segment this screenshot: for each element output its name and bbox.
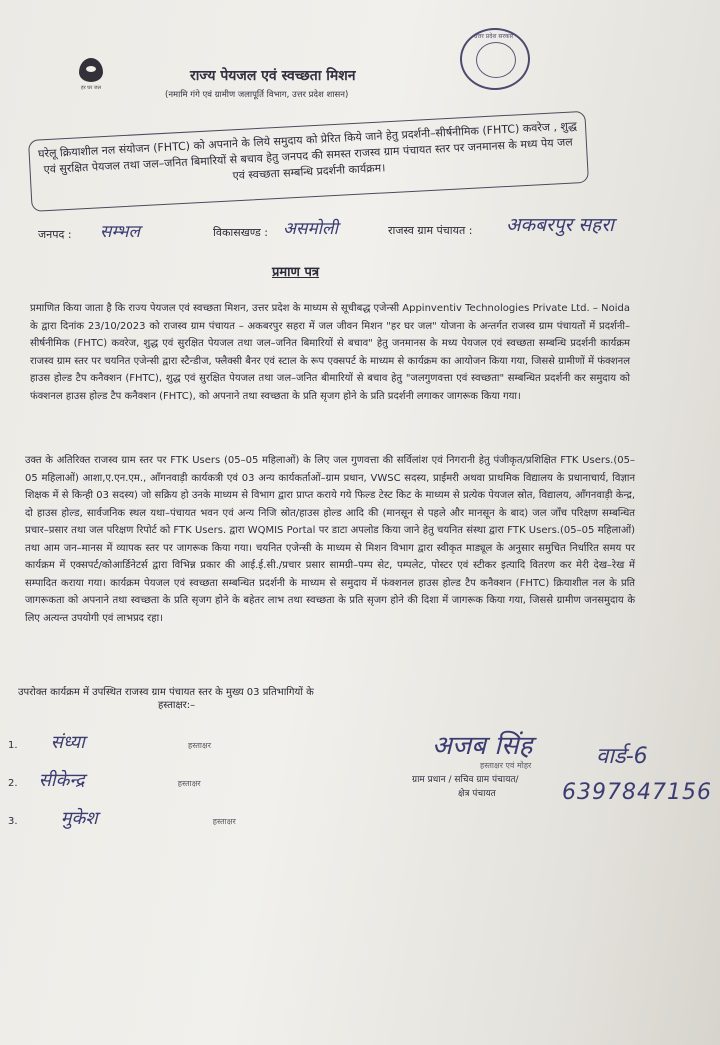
participant-stamp: हस्ताक्षर (177, 779, 201, 788)
participants-intro (18, 686, 398, 712)
org-subtitle: (नमामि गंगे एवं ग्रामीण जलापूर्ति विभाग, उत्तर प्रदेश शासन) (165, 90, 349, 100)
participant-row (8, 806, 236, 830)
certificate-paragraph-2: उक्त के अतिरिक्त राजस्व ग्राम स्तर पर FTK Users (05–05 महिलाओं) के लिए जल गुणवत्ता की सर्विलांश एवं निगरानी हेतु पंजीकृत/प्रशिक्षित FTK Users.(05–05 महिलाओं) आशा,ए.एन.एम., आँगनवाड़ी कार्यकत्री एवं 03 अन्य कार्यकर्ताओं–ग्राम प्रधान, VWSC सदस्य, प्राईमरी अथवा प्राथमिक विद्यालय के प्रधानाचार्य, विज्ञान शिक्षक में से किन्ही 03 सदस्य) जो सक्रिय हो उनके माध्यम से विभाग द्वारा प्राप्त कराये गये फिल्ड टेस्ट किट के माध्यम से प्रत्येक पेयजल स्रोत, विद्यालय, आँगनवाड़ी केन्द्र, दो हाउस होल्ड, सार्वजनिक स्थल यथा–पंचायत भवन एवं अन्य निजि स्रोत/हाउस होल्ड आदि की (मानसून से पहले और मानसून के बाद) जल जाँच परिक्षण सम्बन्धित प्रचार–प्रसार तथा जल परिक्षण रिपोर्ट को FTK Users. द्वारा WQMIS Portal पर डाटा अपलोड किया जाने हेतु चयनित संस्था द्वारा FTK Users.(05–05 महिलाओं) तथा आम जन–मानस में व्यापक स्तर पर जागरूक किया गया। चयनित एजेन्सी के माध्यम से मिशन विभाग द्वारा स्वीकृत माड्यूल के अनुसार समुचित निर्धारित समय पर कार्यक्रम में एक्सपर्ट/कोआर्डिनेटर्स द्वारा विभिन्न प्रकार की आई.ई.सी./प्रचार प्रसार सामग्री–पम्प सेट, पम्पलेट, पोस्टर एवं स्टीकर इत्यादि वितरण कर मेरी देख–रेख में सम्पादित कराया गया। कार्यक्रम पेयजल एवं स्वच्छता सम्बन्धित प्रदर्शनी के माध्यम से समुदाय में फंक्शनल हाउस होल्ड टैप कनैक्शन (FHTC) क्रियाशील नल के प्रति जागरूकता को अपनाने तथा स्वच्छता के प्रति सृजग होने के बहेतर लाभ तथा स्वच्छता के प्रति सृजग होने की दिशा में जागरूक किया गया, जिससे ग्रामीण जनसमुदाय के लिए अत्यन्त उपयोगी एवं लाभप्रद रहा। (25, 455, 635, 624)
participant-row (8, 730, 211, 754)
signatory-ward: वार्ड-6 (596, 744, 648, 769)
participant-signature: संध्या (50, 732, 85, 753)
participant-number: 3. (8, 816, 18, 827)
signatory-stamp-label: हस्ताक्षर एवं मोहर (480, 761, 532, 770)
participant-signature: मुकेश (60, 808, 98, 829)
panchayat-label: राजस्व ग्राम पंचायत : (388, 224, 473, 237)
signatory-role-line1: ग्राम प्रधान / सचिव ग्राम पंचायत/ (412, 775, 519, 785)
org-title: राज्य पेयजल एवं स्वच्छता मिशन (190, 68, 356, 84)
har-ghar-jal-logo (70, 58, 112, 91)
signatory-phone: 6397847156 (562, 780, 712, 805)
district-value: सम्भल (100, 222, 141, 242)
participant-stamp: हस्ताक्षर (187, 741, 211, 750)
district-label: जनपद : (38, 228, 72, 241)
signatory-signature: अजब सिंह (432, 731, 533, 761)
participant-signature: सीकेन्द्र (38, 770, 85, 791)
participant-number: 1. (8, 740, 18, 751)
block-label: विकासखण्ड : (213, 226, 269, 239)
logo-caption: हर घर जल (81, 85, 101, 91)
certificate-paragraph-1: प्रमाणित किया जाता है कि राज्य पेयजल एवं स्वच्छता मिशन, उत्तर प्रदेश के माध्यम से सूचीबद्ध एजेन्सी Appinventiv Technologies Private Ltd. – Noida के द्वारा दिनांक 23/10/2023 को राजस्व ग्राम पंचायत – अकबरपुर सहरा में जल जीवन मिशन "हर घर जल" योजना के अन्तर्गत राजस्व ग्राम पंचायतों में प्रदर्शनी–सीर्षनीमिक (FHTC) कवरेज, शुद्ध एवं सुरक्षित पेयजल तथा जल–जनित बिमारियों से बचाव" हेतु जनमानस के मध्य पेयजल एवं स्वच्छता सम्बन्धि प्रदर्शनी कार्यक्रम राजस्व ग्राम स्तर पर चयनित एजेन्सी द्वारा स्टैन्डीज, फ्लैक्सी बैनर एवं स्टाल के रूप एक्सपर्ट के माध्यम से कार्यक्रम का आयोजन किया गया, जिससे ग्रामीणों में फंक्शनल हाउस होल्ड टैप कनैक्शन (FHTC), शुद्ध एवं सुरक्षित पेयजल तथा जल–जनित बीमारियों से बचाव हेतु "जलगुणवत्ता एवं स्वच्छता" सम्बन्धित प्रदर्शनी कर समुदाय को फंक्शनल हाउस होल्ड टैप कनैक्शन (FHTC), को अपनाने तथा स्वच्छता के प्रति सृजग होने के प्रति प्रदर्शनी लगाकर जागरूक किया गया। (30, 303, 630, 402)
seal-text: उत्तर प्रदेश सरकार (474, 33, 514, 40)
block-value: असमोली (283, 219, 338, 239)
program-banner: घरेलू क्रियाशील नल संयोजन (FHTC) को अपनाने के लिये समुदाय को प्रेरित किये जाने हेतु प्रदर्शनी–सीर्षनीमिक (FHTC) कवरेज , शुद्ध एवं सुरक्षित पेयजल तथा जल–जनित बिमारियों से बचाव हेतु जनपद की समस्त राजस्व ग्राम पंचायत स्तर पर जनमानस के मध्य पेय जल एवं स्वच्छता सम्बन्धि प्रदर्शनी कार्यक्रम। (28, 111, 589, 212)
certificate-title: प्रमाण पत्र (272, 265, 320, 280)
panchayat-value: अकबरपुर सहरा (506, 214, 614, 236)
up-government-seal (460, 28, 530, 90)
seal-emblem-icon (476, 42, 516, 78)
participant-number: 2. (8, 778, 18, 789)
participant-stamp: हस्ताक्षर (212, 817, 236, 826)
participants-intro-line1: उपरोक्त कार्यक्रम में उपस्थित राजस्व ग्राम पंचायत स्तर के मुख्य 03 प्रतिभागियों के (18, 687, 314, 698)
participants-intro-line2: हस्ताक्षर:– (158, 700, 196, 711)
water-drop-icon (79, 58, 103, 82)
signatory-role-line2: क्षेत्र पंचायत (458, 789, 496, 799)
participant-row (8, 768, 201, 792)
